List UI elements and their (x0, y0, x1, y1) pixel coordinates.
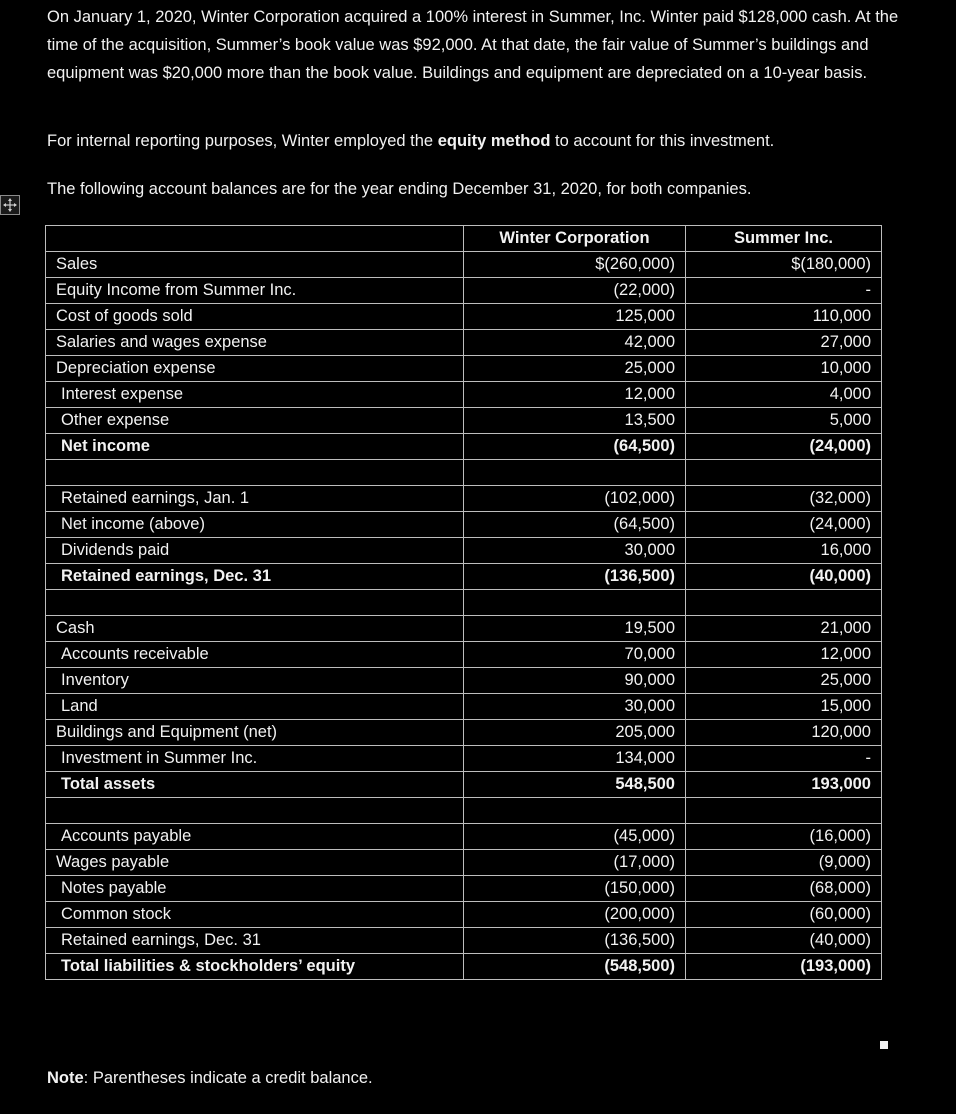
row-label: Retained earnings, Dec. 31 (46, 928, 464, 954)
table-row (46, 876, 882, 902)
table-row (46, 720, 882, 746)
summer-value: 10,000 (686, 356, 882, 382)
summer-value: (9,000) (686, 850, 882, 876)
winter-value: 30,000 (464, 694, 686, 720)
table-row (46, 304, 882, 330)
row-label: Accounts payable (46, 824, 464, 850)
total-row (46, 434, 882, 460)
table-row (46, 278, 882, 304)
winter-value: (136,500) (464, 564, 686, 590)
table-row (46, 512, 882, 538)
winter-value: 25,000 (464, 356, 686, 382)
row-label: Sales (46, 252, 464, 278)
row-label: Net income (above) (46, 512, 464, 538)
intro-p2-before: For internal reporting purposes, Winter employed the (47, 132, 438, 150)
row-label: Cash (46, 616, 464, 642)
blank-cell (46, 590, 464, 616)
summer-value: 110,000 (686, 304, 882, 330)
blank-cell (464, 460, 686, 486)
equity-method-term: equity method (437, 132, 551, 150)
row-label: Buildings and Equipment (net) (46, 720, 464, 746)
intro-p2-after: to account for this investment. (550, 132, 775, 150)
blank-row (46, 460, 882, 486)
row-label (46, 226, 464, 252)
winter-value: (548,500) (464, 954, 686, 980)
blank-cell (464, 590, 686, 616)
winter-value: 548,500 (464, 772, 686, 798)
winter-value: 205,000 (464, 720, 686, 746)
row-label: Total assets (46, 772, 464, 798)
move-icon (3, 198, 17, 212)
winter-value: $(260,000) (464, 252, 686, 278)
table-row (46, 928, 882, 954)
winter-value: 90,000 (464, 668, 686, 694)
row-label: Interest expense (46, 382, 464, 408)
summer-value: Summer Inc. (686, 226, 882, 252)
total-row (46, 954, 882, 980)
row-label: Salaries and wages expense (46, 330, 464, 356)
blank-cell (686, 798, 882, 824)
summer-value: 193,000 (686, 772, 882, 798)
winter-value: (136,500) (464, 928, 686, 954)
table-row (46, 824, 882, 850)
blank-cell (686, 460, 882, 486)
account-balances-table (45, 225, 882, 980)
note (47, 1064, 927, 1092)
winter-value: (150,000) (464, 876, 686, 902)
summer-value: 4,000 (686, 382, 882, 408)
summer-value: 21,000 (686, 616, 882, 642)
row-label: Retained earnings, Dec. 31 (46, 564, 464, 590)
summer-value: 12,000 (686, 642, 882, 668)
winter-value: 70,000 (464, 642, 686, 668)
table-move-handle[interactable] (0, 195, 20, 215)
summer-value: (68,000) (686, 876, 882, 902)
table-row (46, 252, 882, 278)
intro-paragraph-3: The following account balances are for the year ending December 31, 2020, for both companies. (47, 180, 752, 198)
table-resize-handle[interactable] (880, 1041, 888, 1049)
row-label: Net income (46, 434, 464, 460)
row-label: Retained earnings, Jan. 1 (46, 486, 464, 512)
winter-value: (102,000) (464, 486, 686, 512)
table-row (46, 850, 882, 876)
row-label: Cost of goods sold (46, 304, 464, 330)
blank-row (46, 798, 882, 824)
table-row (46, 330, 882, 356)
winter-value: 12,000 (464, 382, 686, 408)
winter-value: 13,500 (464, 408, 686, 434)
table-row (46, 382, 882, 408)
winter-value: 134,000 (464, 746, 686, 772)
winter-value: 125,000 (464, 304, 686, 330)
row-label: Accounts receivable (46, 642, 464, 668)
summer-value: 5,000 (686, 408, 882, 434)
summer-value: 15,000 (686, 694, 882, 720)
row-label: Depreciation expense (46, 356, 464, 382)
table-row (46, 902, 882, 928)
note-label: Note (47, 1069, 84, 1087)
blank-cell (686, 590, 882, 616)
summer-value: 25,000 (686, 668, 882, 694)
winter-value: (64,500) (464, 512, 686, 538)
summer-value: $(180,000) (686, 252, 882, 278)
summer-value: (24,000) (686, 512, 882, 538)
winter-value: (45,000) (464, 824, 686, 850)
winter-value: 30,000 (464, 538, 686, 564)
total-row (46, 564, 882, 590)
row-label: Wages payable (46, 850, 464, 876)
table-row (46, 694, 882, 720)
winter-value: (64,500) (464, 434, 686, 460)
row-label: Equity Income from Summer Inc. (46, 278, 464, 304)
summer-value: (32,000) (686, 486, 882, 512)
note-text: : Parentheses indicate a credit balance. (83, 1069, 373, 1087)
summer-value: (24,000) (686, 434, 882, 460)
winter-value: 19,500 (464, 616, 686, 642)
row-label: Other expense (46, 408, 464, 434)
row-label: Inventory (46, 668, 464, 694)
summer-value: 120,000 (686, 720, 882, 746)
table-row (46, 486, 882, 512)
summer-value: (60,000) (686, 902, 882, 928)
summer-value: - (686, 278, 882, 304)
row-label: Common stock (46, 902, 464, 928)
summer-value: - (686, 746, 882, 772)
summer-value: (40,000) (686, 928, 882, 954)
row-label: Dividends paid (46, 538, 464, 564)
winter-value: (200,000) (464, 902, 686, 928)
table-row (46, 538, 882, 564)
table-row (46, 356, 882, 382)
winter-value: (22,000) (464, 278, 686, 304)
row-label: Land (46, 694, 464, 720)
summer-value: (40,000) (686, 564, 882, 590)
row-label: Investment in Summer Inc. (46, 746, 464, 772)
winter-value: 42,000 (464, 330, 686, 356)
table-row (46, 616, 882, 642)
intro-paragraph-1: On January 1, 2020, Winter Corporation acquired a 100% interest in Summer, Inc. Winter paid $128,000 cash. At the time of the acquisition, Summer’s book value was $92,000. At that date, the fair value of Summer’s buildings and equipment was $20,000 more than the book value. Buildings and equipment are depreciated on a 10-year basis. (47, 8, 899, 82)
summer-value: (16,000) (686, 824, 882, 850)
winter-value: Winter Corporation (464, 226, 686, 252)
header-row (46, 226, 882, 252)
row-label: Total liabilities & stockholders’ equity (46, 954, 464, 980)
table-row (46, 408, 882, 434)
blank-row (46, 590, 882, 616)
blank-cell (46, 460, 464, 486)
row-label: Notes payable (46, 876, 464, 902)
total-row (46, 772, 882, 798)
summer-value: 16,000 (686, 538, 882, 564)
table-row (46, 668, 882, 694)
table-row (46, 642, 882, 668)
table-row (46, 746, 882, 772)
blank-cell (464, 798, 686, 824)
summer-value: (193,000) (686, 954, 882, 980)
winter-value: (17,000) (464, 850, 686, 876)
intro-paragraph-2 (47, 127, 927, 155)
summer-value: 27,000 (686, 330, 882, 356)
blank-cell (46, 798, 464, 824)
